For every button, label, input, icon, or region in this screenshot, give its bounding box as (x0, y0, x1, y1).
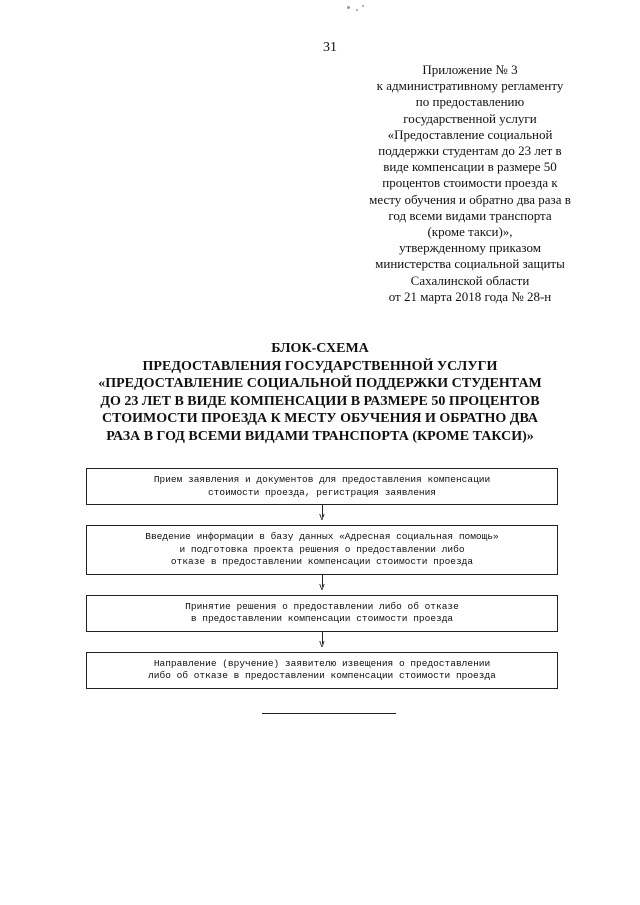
appendix-line: «Предоставление социальной (387, 126, 553, 142)
flow-step-text: стоимости проезда, регистрация заявления (207, 486, 437, 498)
flow-step-box (86, 525, 558, 575)
appendix-line: Приложение № 3 (422, 62, 518, 77)
flow-arrow (86, 505, 558, 525)
title-line: ПРЕДОСТАВЛЕНИЯ ГОСУДАРСТВЕННОЙ УСЛУГИ (142, 358, 498, 374)
flow-arrow (86, 632, 558, 652)
flowchart (86, 468, 558, 689)
closing-rule (262, 713, 396, 714)
title-line: «ПРЕДОСТАВЛЕНИЕ СОЦИАЛЬНОЙ ПОДДЕРЖКИ СТУДЕНТАМ (98, 376, 542, 392)
flowchart-title (70, 340, 570, 446)
appendix-header (340, 62, 600, 305)
scan-speck (362, 5, 364, 7)
appendix-line: государственной услуги (403, 110, 537, 126)
flow-step-text: Введение информации в базу данных «Адресная социальная помощь» (145, 531, 499, 542)
flow-step-text: либо об отказе в предоставлении компенсации стоимости проезда (148, 670, 496, 681)
appendix-line: министерства социальной защиты (375, 256, 565, 272)
appendix-line: виде компенсации в размере 50 (383, 159, 557, 175)
arrow-head: V (319, 582, 325, 593)
appendix-line: поддержки студентам до 23 лет в (378, 143, 562, 159)
appendix-line: от 21 марта 2018 года № 28-н (388, 288, 552, 304)
flow-arrow (86, 575, 558, 595)
appendix-line: по предоставлению (415, 94, 525, 110)
flow-step-text: и подготовка проекта решения о предоставлении либо (179, 543, 465, 555)
flow-step-text: отказе в предоставлении компенсации стоимости проезда (170, 556, 474, 567)
appendix-line: (кроме такси)», (427, 224, 513, 240)
page-number: 31 (323, 40, 337, 55)
appendix-line: утвержденному приказом (399, 240, 541, 256)
flow-step-text: Направление (вручение) заявителю извещения о предоставлении (153, 657, 491, 669)
arrow-head: V (319, 513, 325, 523)
flow-step-text: Принятие решения о предоставлении либо об отказе (185, 600, 459, 612)
appendix-line: Сахалинской области (410, 272, 530, 288)
appendix-line: процентов стоимости проезда к (382, 175, 558, 191)
title-line: ДО 23 ЛЕТ В ВИДЕ КОМПЕНСАЦИИ В РАЗМЕРЕ 50 ПРОЦЕНТОВ (100, 393, 540, 409)
title-line: БЛОК-СХЕМА (271, 341, 369, 356)
flow-step-box (86, 652, 558, 689)
flow-step-text: Прием заявления и документов для предоставления компенсации (153, 474, 491, 485)
appendix-line: к административному регламенту (376, 78, 564, 94)
title-line: СТОИМОСТИ ПРОЕЗДА К МЕСТУ ОБУЧЕНИЯ И ОБРАТНО ДВА (101, 411, 539, 427)
flow-step-text: в предоставлении компенсации стоимости проезда (190, 613, 454, 624)
scan-speck (356, 9, 358, 11)
flow-step-box (86, 468, 558, 505)
appendix-line: месту обучения и обратно два раза в (369, 191, 571, 207)
title-line: РАЗА В ГОД ВСЕМИ ВИДАМИ ТРАНСПОРТА (КРОМЕ ТАКСИ)» (106, 428, 534, 444)
appendix-line: год всеми видами транспорта (388, 207, 552, 223)
arrow-head: V (319, 639, 325, 650)
flow-step-box (86, 595, 558, 632)
scan-speck (347, 6, 350, 9)
